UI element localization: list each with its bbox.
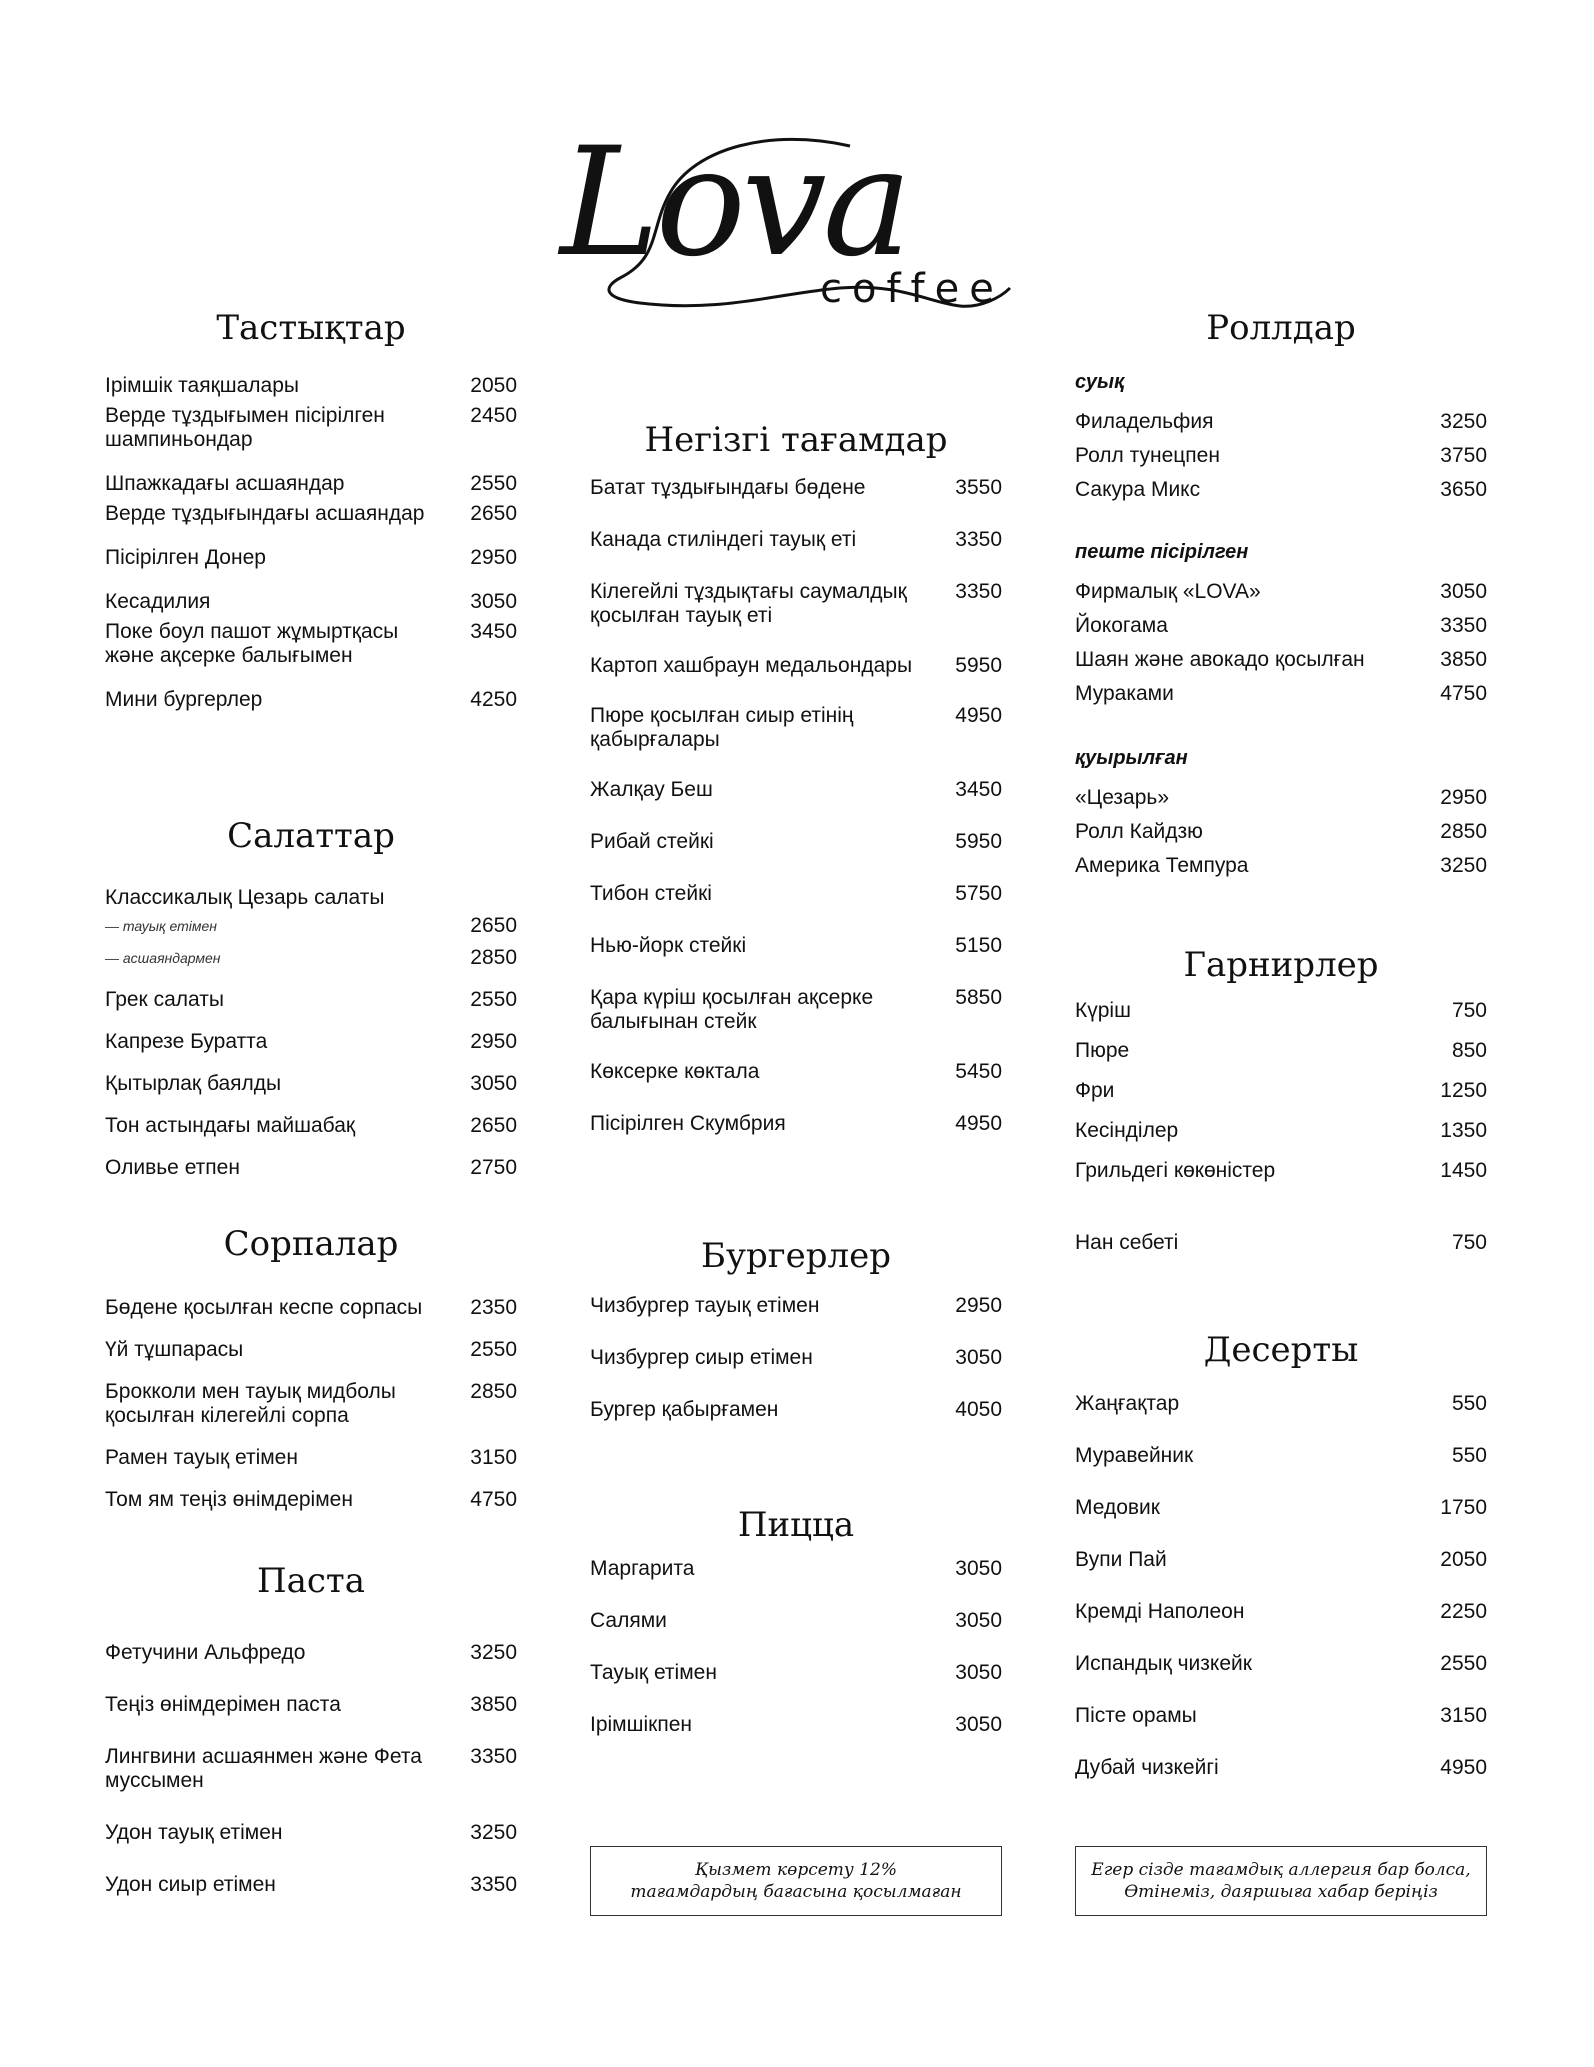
item-name: Қытырлақ баялды (105, 1072, 282, 1095)
item-name: Нан себеті (1075, 1231, 1179, 1254)
list-item (590, 1609, 1002, 1633)
list-item (1075, 1231, 1487, 1255)
list-item (590, 1060, 1002, 1084)
item-price: 3150 (470, 1446, 517, 1469)
item-name: Үй тұшпарасы (105, 1338, 244, 1361)
list-item (1075, 1756, 1487, 1780)
list-item (1075, 648, 1487, 672)
list-item (1075, 1392, 1487, 1416)
allergy-note (1075, 1846, 1487, 1916)
item-price: 3850 (1440, 648, 1487, 671)
item-name: Пюре (1075, 1039, 1130, 1062)
item-price: 3050 (955, 1661, 1002, 1684)
sides-list (1075, 999, 1487, 1183)
item-price: 3550 (955, 476, 1002, 499)
item-name: Фирмалық «LOVA» (1075, 580, 1261, 603)
variant-label: — тауық етімен (105, 918, 218, 934)
item-name: Тауық етімен (590, 1661, 717, 1684)
list-item (590, 830, 1002, 854)
list-item (105, 1380, 517, 1428)
item-name: Чизбургер сиыр етімен (590, 1346, 813, 1369)
salads-list (105, 988, 517, 1180)
item-price: 1250 (1440, 1079, 1487, 1102)
soups-list (105, 1296, 517, 1512)
list-item (590, 654, 1002, 678)
item-name: Кесінділер (1075, 1119, 1179, 1142)
mains-list (590, 476, 1002, 1136)
item-name: Салями (590, 1609, 667, 1632)
rolls-fried-label: қуырылған (1075, 747, 1188, 769)
list-item (590, 528, 1002, 552)
item-price: 2450 (470, 404, 517, 427)
item-price: 2950 (955, 1294, 1002, 1317)
item-name: Рибай стейкі (590, 830, 714, 853)
list-item (590, 986, 1002, 1034)
section-title: Роллдар (1206, 308, 1356, 348)
list-item (1075, 786, 1487, 810)
item-price: 4950 (955, 1112, 1002, 1135)
item-name: Көксерке көктала (590, 1060, 760, 1083)
item-name: «Цезарь» (1075, 786, 1170, 809)
rolls-cold-label: суық (1075, 371, 1125, 393)
rolls-cold-list (1075, 410, 1487, 502)
list-item (1075, 682, 1487, 706)
starters-list (105, 374, 517, 712)
item-price: 3450 (955, 778, 1002, 801)
item-name: Ірімшікпен (590, 1713, 692, 1736)
item-name: Шаян және авокадо қосылған (1075, 648, 1365, 671)
section-title: Гарнирлер (1183, 945, 1379, 985)
item-name: Картоп хашбраун медальондары (590, 654, 913, 677)
item-price: 2650 (470, 1114, 517, 1137)
item-price: 5950 (955, 654, 1002, 677)
item-name: Верде тұздығымен пісірілген шампиньондар (105, 404, 385, 451)
list-item (105, 1821, 517, 1845)
list-item (1075, 1548, 1487, 1572)
item-name: Бургер қабырғамен (590, 1398, 779, 1421)
list-item (590, 1713, 1002, 1737)
desserts-list (1075, 1392, 1487, 1780)
item-price: 2950 (1440, 786, 1487, 809)
item-name: Вупи Пай (1075, 1548, 1167, 1571)
item-price: 3250 (1440, 410, 1487, 433)
item-name: Мини бургерлер (105, 688, 263, 711)
item-price: 3050 (1440, 580, 1487, 603)
list-item (1075, 478, 1487, 502)
section-soups (105, 1216, 517, 1512)
item-price: 2050 (470, 374, 517, 397)
item-name: Чизбургер тауық етімен (590, 1294, 820, 1317)
item-name: Пісірілген Скумбрия (590, 1112, 786, 1135)
item-price: 2550 (470, 472, 517, 495)
item-price: 3650 (1440, 478, 1487, 501)
item-name: Дубай чизкейгі (1075, 1756, 1219, 1779)
item-name: Пюре қосылған сиыр етінің қабырғалары (590, 704, 854, 751)
item-price: 3250 (1440, 854, 1487, 877)
list-item (1075, 1079, 1487, 1103)
item-name: Муравейник (1075, 1444, 1194, 1467)
logo-subtitle: coffee (820, 266, 1004, 312)
list-item (105, 1641, 517, 1665)
brand-logo (560, 116, 1020, 328)
section-title: Негізгі тағамдар (644, 420, 948, 460)
list-item (1075, 1496, 1487, 1520)
list-item (105, 988, 517, 1012)
list-item (105, 590, 517, 614)
item-price: 5150 (955, 934, 1002, 957)
item-price: 2950 (470, 1030, 517, 1053)
item-price: 3050 (955, 1609, 1002, 1632)
item-price: 5950 (955, 830, 1002, 853)
item-price: 550 (1451, 1444, 1487, 1467)
item-price: 3850 (470, 1693, 517, 1716)
item-price: 2550 (1440, 1652, 1487, 1675)
item-price: 3050 (470, 590, 517, 613)
rolls-fried-list (1075, 786, 1487, 878)
item-name: Тибон стейкі (590, 882, 712, 905)
item-price: 550 (1451, 1392, 1487, 1415)
list-item (590, 1661, 1002, 1685)
item-name: Удон тауық етімен (105, 1821, 283, 1844)
list-item (105, 1296, 517, 1320)
item-name: Батат тұздығындағы бөдене (590, 476, 866, 499)
note-line: Өтінеміз, даяршыға хабар беріңіз (1124, 1882, 1438, 1902)
list-item (105, 1873, 517, 1897)
item-name: Сакура Микс (1075, 478, 1201, 501)
list-item (1075, 1039, 1487, 1063)
section-title: Пицца (737, 1505, 855, 1545)
burgers-list (590, 1294, 1002, 1422)
caesar-block (105, 886, 517, 974)
list-item (105, 1114, 517, 1138)
item-name: Америка Темпура (1075, 854, 1249, 877)
list-item (105, 1488, 517, 1512)
section-mains (590, 412, 1002, 1136)
item-price: 4250 (470, 688, 517, 711)
item-name: Том ям теңіз өнімдерімен (105, 1488, 353, 1511)
section-title: Тастықтар (216, 308, 406, 348)
pasta-list (105, 1641, 517, 1897)
section-title: Бургерлер (701, 1236, 891, 1276)
list-item (1075, 1600, 1487, 1624)
item-price: 2850 (1440, 820, 1487, 843)
item-price: 1450 (1440, 1159, 1487, 1182)
item-name: Удон сиыр етімен (105, 1873, 276, 1896)
note-line: Егер сізде тағамдық аллергия бар болса, (1091, 1860, 1471, 1880)
item-name: Испандық чизкейк (1075, 1652, 1252, 1675)
list-item (1075, 614, 1487, 638)
list-item (590, 1346, 1002, 1370)
list-item (105, 404, 517, 452)
section-rolls (1075, 300, 1487, 878)
item-name: Ролл Кайдзю (1075, 820, 1203, 843)
item-price: 2350 (470, 1296, 517, 1319)
item-name: Медовик (1075, 1496, 1160, 1519)
list-item (1075, 854, 1487, 878)
list-item (590, 1294, 1002, 1318)
item-name: Йокогама (1075, 614, 1168, 637)
item-name: Капрезе Буратта (105, 1030, 268, 1053)
item-price: 3350 (470, 1873, 517, 1896)
list-item (590, 1557, 1002, 1581)
item-price: 3050 (955, 1557, 1002, 1580)
section-desserts (1075, 1322, 1487, 1780)
item-name: Классикалық Цезарь салаты (105, 886, 385, 909)
item-price: 2550 (470, 1338, 517, 1361)
list-item (105, 502, 517, 526)
item-name: Грек салаты (105, 988, 224, 1011)
list-item (590, 1398, 1002, 1422)
list-item (105, 620, 517, 668)
list-item (590, 704, 1002, 752)
item-price: 4950 (955, 704, 1002, 727)
item-name: Верде тұздығындағы асшаяндар (105, 502, 425, 525)
item-price: 5750 (955, 882, 1002, 905)
item-name: Күріш (1075, 999, 1131, 1022)
item-price: 850 (1451, 1039, 1487, 1062)
list-item (590, 580, 1002, 628)
item-price: 750 (1451, 999, 1487, 1022)
item-name: Теңіз өнімдерімен паста (105, 1693, 341, 1716)
section-burgers (590, 1228, 1002, 1422)
list-item (1075, 1119, 1487, 1143)
list-item (105, 1072, 517, 1096)
item-price: 2750 (470, 1156, 517, 1179)
list-item (1075, 820, 1487, 844)
list-item (590, 476, 1002, 500)
item-name: Рамен тауық етімен (105, 1446, 298, 1469)
item-price: 2250 (1440, 1600, 1487, 1623)
section-salads (105, 808, 517, 1180)
item-price: 3450 (470, 620, 517, 643)
item-price: 3350 (955, 580, 1002, 603)
logo-wordmark: Lova (560, 116, 909, 290)
rolls-baked-list (1075, 580, 1487, 706)
section-title: Сорпалар (223, 1224, 399, 1264)
list-item (105, 1693, 517, 1717)
item-name: Поке боул пашот жұмыртқасы және ақсерке балығымен (105, 620, 399, 667)
item-name: Кілегейлі тұздықтағы саумалдық қосылған тауық еті (590, 580, 907, 627)
service-charge-note (590, 1846, 1002, 1916)
item-price: 3250 (470, 1821, 517, 1844)
item-price: 3050 (955, 1346, 1002, 1369)
item-price: 5450 (955, 1060, 1002, 1083)
list-item (105, 1156, 517, 1180)
item-price: 2050 (1440, 1548, 1487, 1571)
item-name: Мураками (1075, 682, 1174, 705)
section-pasta (105, 1553, 517, 1897)
section-pizza (590, 1497, 1002, 1737)
item-price: 2850 (470, 946, 517, 969)
list-item (590, 778, 1002, 802)
list-item (590, 1112, 1002, 1136)
section-title: Десерты (1203, 1330, 1359, 1370)
item-price: 1750 (1440, 1496, 1487, 1519)
item-name: Пісірілген Донер (105, 546, 266, 569)
variant-row (105, 910, 517, 942)
list-item (105, 1338, 517, 1362)
list-item (1075, 580, 1487, 604)
item-price: 3750 (1440, 444, 1487, 467)
item-name: Грильдегі көкөністер (1075, 1159, 1276, 1182)
item-price: 2850 (470, 1380, 517, 1403)
list-item (105, 1030, 517, 1054)
item-price: 3150 (1440, 1704, 1487, 1727)
item-name: Шпажкадағы асшаяндар (105, 472, 345, 495)
item-name: Кремді Наполеон (1075, 1600, 1245, 1623)
rolls-baked-label: пеште пісірілген (1075, 541, 1249, 563)
item-name: Бөдене қосылған кеспе сорпасы (105, 1296, 423, 1319)
list-item (590, 882, 1002, 906)
list-item (1075, 410, 1487, 434)
item-price: 2950 (470, 546, 517, 569)
item-price: 3350 (1440, 614, 1487, 637)
list-item (105, 1745, 517, 1793)
item-price: 4950 (1440, 1756, 1487, 1779)
item-name: Пісте орамы (1075, 1704, 1197, 1727)
item-price: 2650 (470, 502, 517, 525)
item-price: 5850 (955, 986, 1002, 1009)
item-name: Канада стиліндегі тауық еті (590, 528, 857, 551)
item-price: 750 (1451, 1231, 1487, 1254)
item-price: 4050 (955, 1398, 1002, 1421)
item-price: 3050 (955, 1713, 1002, 1736)
item-name: Жаңғақтар (1075, 1392, 1180, 1415)
list-item (105, 688, 517, 712)
list-item (105, 472, 517, 496)
item-name: Лингвини асшаянмен және Фета муссымен (105, 1745, 422, 1792)
item-price: 3250 (470, 1641, 517, 1664)
list-item (105, 1446, 517, 1470)
item-name: Кесадилия (105, 590, 211, 613)
list-item (1075, 1159, 1487, 1183)
item-name: Фри (1075, 1079, 1115, 1102)
list-item (1075, 1652, 1487, 1676)
section-starters (105, 300, 517, 712)
list-item (1075, 1704, 1487, 1728)
item-name: Жалқау Беш (590, 778, 713, 801)
item-name: Фетучини Альфредо (105, 1641, 306, 1664)
item-price: 2550 (470, 988, 517, 1011)
note-line: Қызмет көрсету 12% (695, 1860, 897, 1880)
section-sides (1075, 937, 1487, 1255)
note-line: тағамдардың бағасына қосылмаған (630, 1882, 962, 1902)
list-item (105, 886, 517, 910)
list-item (105, 374, 517, 398)
item-name: Ролл тунецпен (1075, 444, 1220, 467)
item-price: 1350 (1440, 1119, 1487, 1142)
item-name: Ірімшік таяқшалары (105, 374, 300, 397)
list-item (590, 934, 1002, 958)
list-item (1075, 1444, 1487, 1468)
item-price: 3050 (470, 1072, 517, 1095)
item-price: 4750 (470, 1488, 517, 1511)
item-name: Оливье етпен (105, 1156, 240, 1179)
variant-label: — асшаяндармен (105, 950, 221, 966)
item-name: Нью-йорк стейкі (590, 934, 747, 957)
list-item (1075, 999, 1487, 1023)
item-price: 3350 (470, 1745, 517, 1768)
section-title: Салаттар (227, 816, 395, 856)
section-title: Паста (256, 1561, 366, 1601)
variant-row (105, 942, 517, 974)
item-name: Брокколи мен тауық мидболы қосылған кілегейлі сорпа (105, 1380, 396, 1427)
item-name: Филадельфия (1075, 410, 1214, 433)
pizza-list (590, 1557, 1002, 1737)
item-price: 2650 (470, 914, 517, 937)
list-item (1075, 444, 1487, 468)
item-price: 4750 (1440, 682, 1487, 705)
list-item (105, 546, 517, 570)
item-name: Тон астындағы майшабақ (105, 1114, 356, 1137)
item-name: Қара күріш қосылған ақсерке балығынан стейк (590, 986, 874, 1033)
item-price: 3350 (955, 528, 1002, 551)
item-name: Маргарита (590, 1557, 695, 1580)
